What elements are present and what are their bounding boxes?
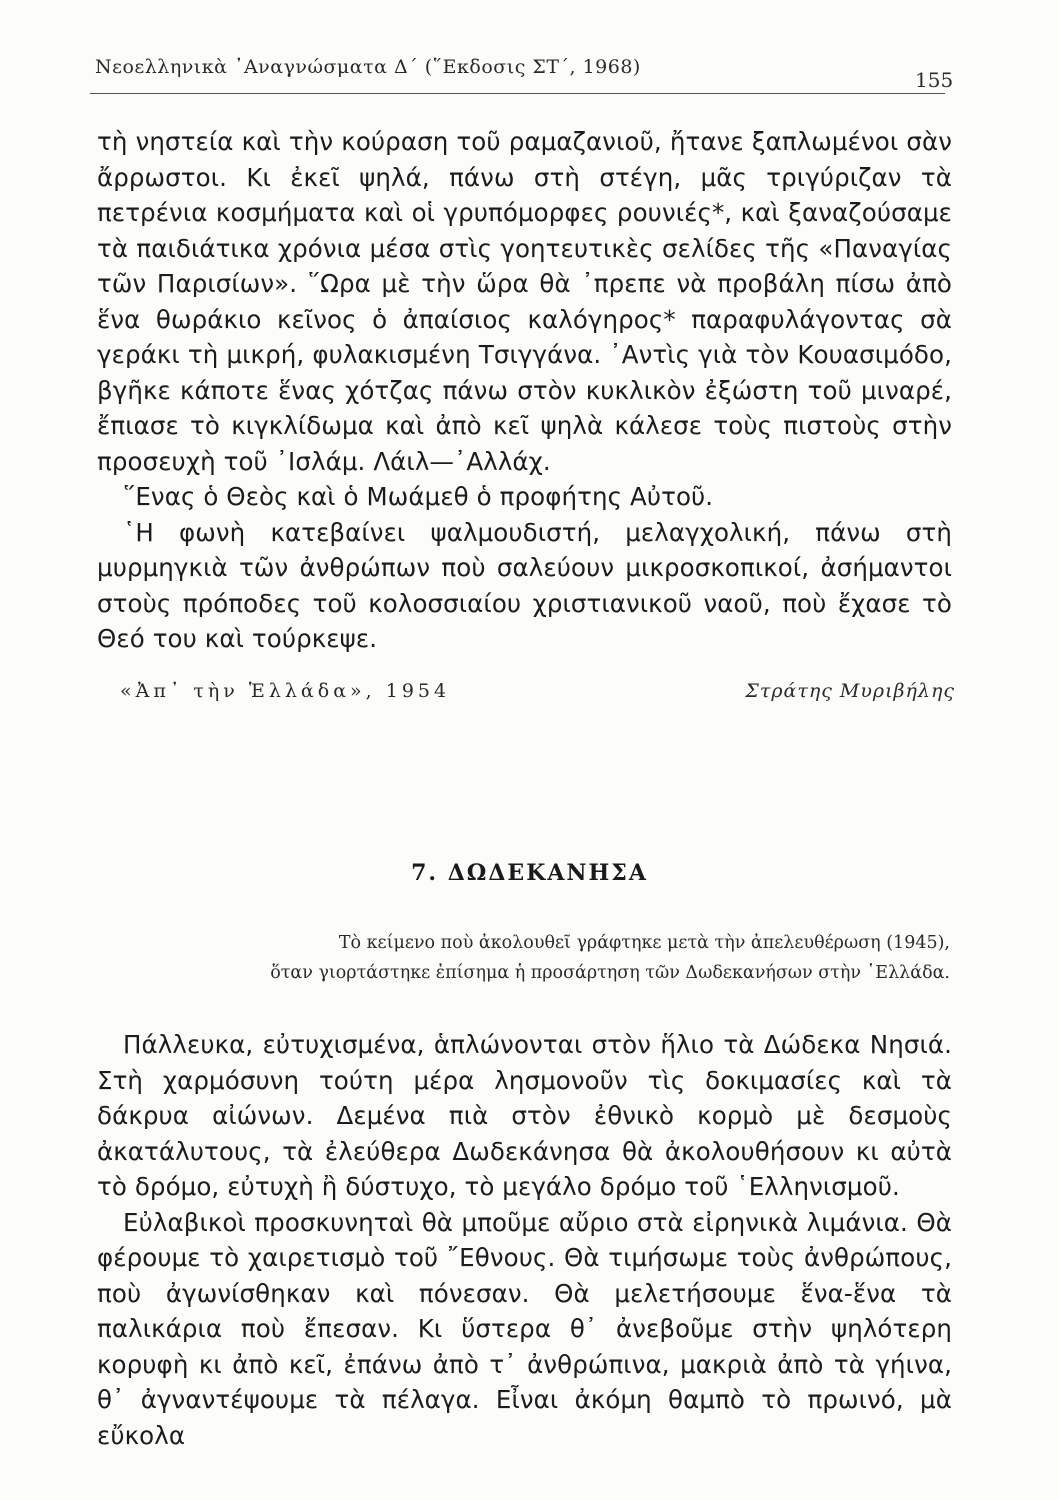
running-head: Νεοελληνικὰ ᾽Αναγνώσματα Δ΄ (῞Εκδοσις ΣΤ΄, 1968) bbox=[95, 56, 641, 78]
paragraph: τὴ νηστεία καὶ τὴν κούραση τοῦ ραμαζανιοῦ, ἤτανε ξαπλωμένοι σὰν ἄρρωστοι. Κι ἐκεῖ ψηλά, πάνω στὴ στέγη, μᾶς τριγύριζαν τὰ πετρένια κοσμήματα καὶ οἱ γρυπόμορφες ρουνιές*, καὶ ξαναζούσαμε τὰ παιδιάτικα χρόνια μέσα στὶς γοητευτικὲς σελίδες τῆς «Παναγίας τῶν Παρισίων». ῞Ωρα μὲ τὴν ὥρα θὰ ᾽πρεπε νὰ προβάλη πίσω ἀπὸ ἕνα θωράκιο κεῖνος ὁ ἀπαίσιος καλόγηρος* παραφυλάγοντας σὰ γεράκι τὴ μικρή, φυλακισμένη Τσιγγάνα. ᾽Αντὶς γιὰ τὸν Κουασιμόδο, βγῆκε κάποτε ἕνας χότζας πάνω στὸν κυκλικὸν ἐξώστη τοῦ μιναρέ, ἔπιασε τὸ κιγκλίδωμα καὶ ἀπὸ κεῖ ψηλὰ κάλεσε τοὺς πιστοὺς στὴν προσευχὴ τοῦ ᾽Ισλάμ. Λάιλ—᾽Αλλάχ. bbox=[97, 127, 952, 476]
intro-note-line: ὅταν γιορτάστηκε ἐπίσημα ἡ προσάρτηση τῶν Δωδεκανήσων στὴν ῾Ελλάδα. bbox=[270, 963, 950, 983]
paragraph: Πάλλευκα, εὐτυχισμένα, ἁπλώνονται στὸν ἥλιο τὰ Δώδεκα Νησιά. Στὴ χαρμόσυνη τούτη μέρα λησμονοῦν τὶς δοκιμασίες καὶ τὰ δάκρυα αἰώνων. Δεμένα πιὰ στὸν ἐθνικὸ κορμὸ μὲ δεσμοὺς ἀκατάλυτους, τὰ ἐλεύθερα Δωδεκάνησα θὰ ἀκολουθήσουν κι αὐτὰ τὸ δρόμο, εὐτυχὴ ἢ δύστυχο, τὸ μεγάλο δρόμο τοῦ ῾Ελληνισμοῦ. bbox=[97, 1030, 952, 1201]
text-block-continuation bbox=[97, 124, 952, 657]
intro-note-line: Τὸ κείμενο ποὺ ἀκολουθεῖ γράφτηκε μετὰ τὴν ἀπελευθέρωση (1945), bbox=[338, 933, 950, 953]
author-name: Στράτης Μυριβήλης bbox=[745, 680, 955, 702]
source-citation: «Ἀπ᾽ τὴν Ἑλλάδα», 1954 bbox=[120, 680, 451, 702]
header-rule bbox=[90, 93, 945, 94]
paragraph: ῞Ενας ὁ Θεὸς καὶ ὁ Μωάμεθ ὁ προφήτης Αὐτοῦ. bbox=[123, 482, 714, 511]
paragraph: Εὐλαβικοὶ προσκυνηταὶ θὰ μποῦμε αὔριο στὰ εἰρηνικὰ λιμάνια. Θὰ φέρουμε τὸ χαιρετισμὸ τοῦ ῎Εθνους. Θὰ τιμήσωμε τοὺς ἀνθρώπους, ποὺ ἀγωνίσθηκαν καὶ πόνεσαν. Θὰ μελετήσουμε ἕνα-ἕνα τὰ παλικάρια ποὺ ἔπεσαν. Κι ὕστερα θ᾽ ἀνεβοῦμε στὴν ψηλότερη κορυφὴ κι ἀπὸ κεῖ, ἐπάνω ἀπὸ τ᾽ ἀνθρώπινα, μακριὰ ἀπὸ τὰ γήινα, θ᾽ ἀγναντέψουμε τὰ πέλαγα. Εἶναι ἀκόμη θαμπὸ τὸ πρωινό, μὰ εὔκολα bbox=[97, 1207, 952, 1450]
section-intro-note bbox=[210, 928, 950, 988]
text-block-section bbox=[97, 1027, 952, 1453]
page-number: 155 bbox=[915, 68, 954, 92]
citation-line bbox=[120, 680, 955, 702]
section-heading: 7. ΔΩΔΕΚΑΝΗΣΑ bbox=[411, 860, 648, 886]
paragraph: ῾Η φωνὴ κατεβαίνει ψαλμουδιστή, μελαγχολική, πάνω στὴ μυρμηγκιὰ τῶν ἀνθρώπων ποὺ σαλεύουν μικροσκοπικοί, ἀσήμαντοι στοὺς πρόποδες τοῦ κολοσσιαίου χριστιανικοῦ ναοῦ, ποὺ ἔχασε τὸ Θεό του καὶ τούρκεψε. bbox=[97, 517, 952, 653]
